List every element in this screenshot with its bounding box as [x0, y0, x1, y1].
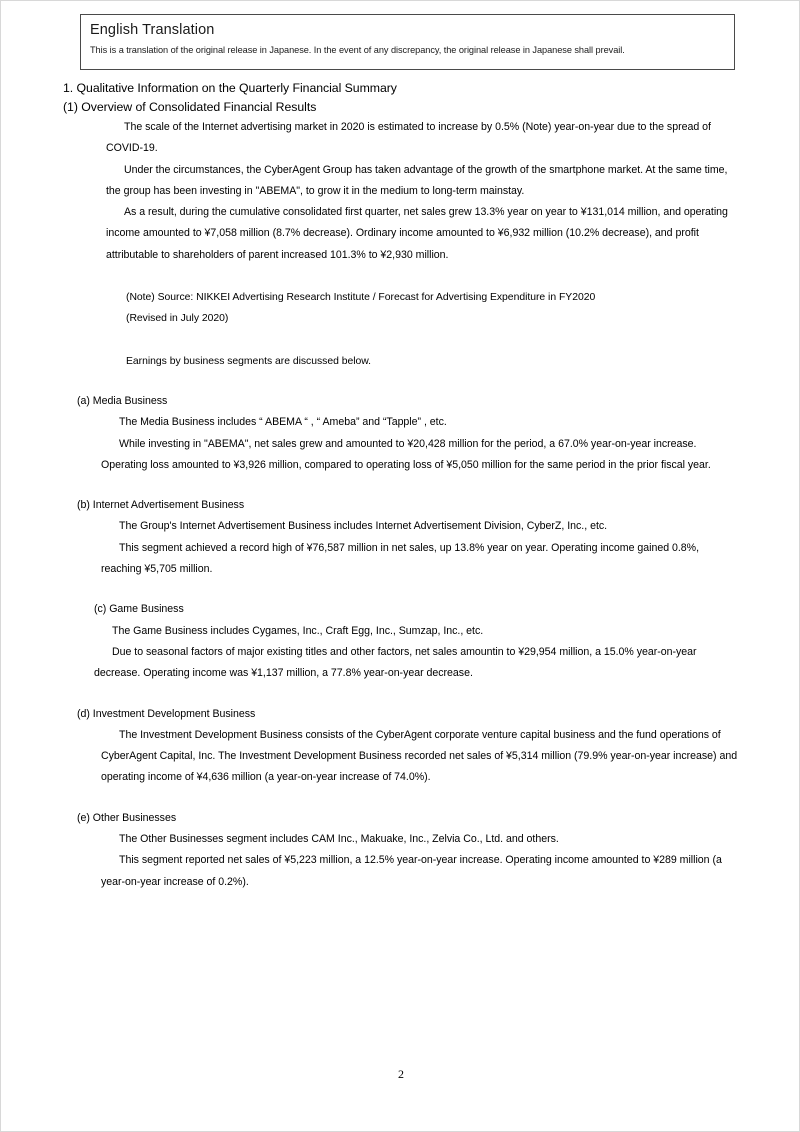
segment-heading-other-businesses: (e) Other Businesses	[77, 811, 177, 824]
section-heading: 1. Qualitative Information on the Quarterly Financial Summary	[63, 81, 397, 95]
notice-body: This is a translation of the original release in Japanese. In the event of any discrepancy, the original release in Japanese shall prevail.	[90, 45, 625, 55]
english-translation-notice	[80, 14, 735, 70]
overview-paragraph-1: The scale of the Internet advertising market in 2020 is estimated to increase by 0.5% (Note) year-on-year due to the spread of COVID-19.	[106, 121, 711, 155]
segment-heading-media: (a) Media Business	[77, 394, 168, 407]
source-note-line-1: (Note) Source: NIKKEI Advertising Research Institute / Forecast for Advertising Expenditure in FY2020	[126, 292, 596, 304]
spacer	[1, 476, 800, 495]
segment-internet-advertisement-paragraph-2: This segment achieved a record high of ¥76,587 million in net sales, up 13.8% year on year. Operating income gained 0.8%, reaching ¥5,705 million.	[101, 541, 699, 576]
segment-internet-advertisement-paragraph-1: The Group's Internet Advertisement Business includes Internet Advertisement Division, CyberZ, Inc., etc.	[119, 520, 608, 533]
segment-media-paragraph-1: The Media Business includes “ ABEMA “ , “ Ameba” and “Tapple” , etc.	[119, 416, 447, 429]
spacer	[1, 266, 800, 287]
segment-game-paragraph-2: Due to seasonal factors of major existing titles and other factors, net sales amountin to ¥29,954 million, a 15.0% year-on-year decrease. Operating income was ¥1,137 million, a 77.8% year-on-year decrease.	[94, 645, 697, 680]
segment-heading-investment-development: (d) Investment Development Business	[77, 707, 256, 720]
spacer	[1, 685, 800, 704]
segment-other-businesses-paragraph-2: This segment reported net sales of ¥5,223 million, a 12.5% year-on-year increase. Operating income amounted to ¥289 million (a year-on-year increase of 0.2%).	[101, 854, 722, 888]
segment-heading-game: (c) Game Business	[94, 603, 184, 616]
overview-paragraph-2: Under the circumstances, the CyberAgent Group has taken advantage of the growth of the smartphone market. At the same time, the group has been investing in "ABEMA", to grow it in the medium to long-term mainstay.	[106, 163, 728, 197]
source-note-line-2: (Revised in July 2020)	[126, 313, 229, 325]
segment-investment-development-paragraph-1: The Investment Development Business consists of the CyberAgent corporate venture capital business and the fund operations of CyberAgent Capital, Inc. The Investment Development Business recorded net sales of ¥5,314 million (79.9% year-on-year increase) and operating income of ¥4,636 million (a year-on-year increase of 74.0%).	[101, 728, 738, 784]
spacer	[1, 580, 800, 599]
spacer	[1, 330, 800, 351]
segment-heading-internet-advertisement: (b) Internet Advertisement Business	[77, 499, 245, 512]
notice-title: English Translation	[90, 22, 215, 38]
spacer	[1, 372, 800, 391]
page-number: 2	[398, 1067, 404, 1081]
document-body	[1, 79, 800, 893]
segments-intro: Earnings by business segments are discussed below.	[126, 355, 372, 367]
overview-paragraph-3: As a result, during the cumulative consolidated first quarter, net sales grew 13.3% year on year to ¥131,014 million, and operating income amounted to ¥7,058 million (8.7% decrease). Ordinary income amounted to ¥6,932 million (10.2% decrease), and profit attributable to shareholders of parent increased 101.3% to ¥2,930 million.	[106, 206, 728, 261]
spacer	[1, 789, 800, 808]
segment-other-businesses-paragraph-1: The Other Businesses segment includes CAM Inc., Makuake, Inc., Zelvia Co., Ltd. and others.	[119, 833, 559, 846]
segment-media-paragraph-2: While investing in "ABEMA", net sales grew and amounted to ¥20,428 million for the period, a 67.0% year-on-year increase. Operating loss amounted to ¥3,926 million, compared to operating loss of ¥5,050 million for the same period in the prior fiscal year.	[101, 437, 711, 471]
subsection-heading: (1) Overview of Consolidated Financial Results	[63, 100, 317, 114]
segment-game-paragraph-1: The Game Business includes Cygames, Inc., Craft Egg, Inc., Sumzap, Inc., etc.	[112, 624, 484, 637]
